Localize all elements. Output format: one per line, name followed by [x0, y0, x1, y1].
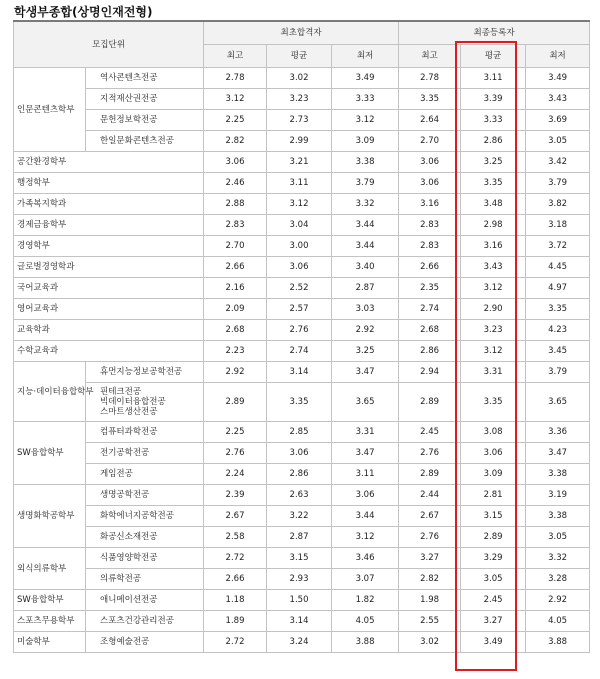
header-final-enrolled: 최종등록자 — [399, 21, 590, 45]
value-final-avg: 2.86 — [461, 131, 526, 152]
value-final-max: 2.67 — [399, 506, 461, 527]
value-final-avg: 3.48 — [461, 194, 526, 215]
value-first-max: 2.82 — [204, 131, 267, 152]
major-cell — [86, 590, 204, 611]
value-final-max: 2.55 — [399, 611, 461, 632]
major-name: 게임전공 — [100, 469, 133, 479]
value-final-min: 3.19 — [526, 485, 590, 506]
value-final-max: 2.70 — [399, 131, 461, 152]
value-final-max: 2.86 — [399, 341, 461, 362]
college-cell: 교육학과 — [14, 320, 204, 341]
major-name: 의류학전공 — [100, 574, 142, 584]
major-name: 컴퓨터과학전공 — [100, 427, 158, 437]
table-row — [14, 527, 590, 548]
value-first-max: 2.23 — [204, 341, 267, 362]
value-first-max: 2.25 — [204, 110, 267, 131]
table-body — [14, 68, 590, 653]
value-first-max: 2.78 — [204, 68, 267, 89]
college-cell: 외식의류학부 — [14, 548, 86, 590]
header-first-min: 최저 — [332, 45, 399, 68]
table-row — [14, 194, 590, 215]
major-name: 휴먼지능정보공학전공 — [100, 367, 183, 377]
value-first-avg: 2.52 — [267, 278, 332, 299]
value-first-max: 2.67 — [204, 506, 267, 527]
table-row — [14, 611, 590, 632]
major-cell — [86, 131, 204, 152]
major-cell — [86, 422, 204, 443]
header-unit: 모집단위 — [14, 21, 204, 68]
major-name: 조형예술전공 — [100, 637, 150, 647]
value-first-avg: 3.12 — [267, 194, 332, 215]
value-final-min: 4.23 — [526, 320, 590, 341]
value-first-max: 1.18 — [204, 590, 267, 611]
value-final-min: 3.35 — [526, 299, 590, 320]
value-final-max: 2.89 — [399, 383, 461, 422]
table-row — [14, 299, 590, 320]
value-first-avg: 2.76 — [267, 320, 332, 341]
value-final-min: 4.05 — [526, 611, 590, 632]
value-first-max: 1.89 — [204, 611, 267, 632]
header-first-avg: 평균 — [267, 45, 332, 68]
value-final-avg: 3.12 — [461, 278, 526, 299]
value-first-min: 3.03 — [332, 299, 399, 320]
table-row — [14, 443, 590, 464]
value-first-avg: 3.15 — [267, 548, 332, 569]
value-first-avg: 2.63 — [267, 485, 332, 506]
value-final-max: 2.83 — [399, 215, 461, 236]
admission-grade-table — [13, 20, 590, 653]
value-first-avg: 3.24 — [267, 632, 332, 653]
value-final-min: 3.79 — [526, 362, 590, 383]
value-final-min: 4.97 — [526, 278, 590, 299]
college-cell: 국어교육과 — [14, 278, 204, 299]
value-final-min: 3.82 — [526, 194, 590, 215]
value-final-min: 3.69 — [526, 110, 590, 131]
college-cell: 경제금융학부 — [14, 215, 204, 236]
value-first-max: 2.70 — [204, 236, 267, 257]
table-row — [14, 131, 590, 152]
value-first-min: 3.33 — [332, 89, 399, 110]
value-first-avg: 3.06 — [267, 443, 332, 464]
table-row — [14, 278, 590, 299]
value-final-avg: 2.89 — [461, 527, 526, 548]
value-final-avg: 3.12 — [461, 341, 526, 362]
value-final-min: 4.45 — [526, 257, 590, 278]
value-final-avg: 3.16 — [461, 236, 526, 257]
value-first-max: 2.72 — [204, 632, 267, 653]
value-first-min: 3.44 — [332, 236, 399, 257]
value-final-max: 2.66 — [399, 257, 461, 278]
value-first-max: 3.12 — [204, 89, 267, 110]
major-name: 식품영양학전공 — [100, 553, 158, 563]
table-row — [14, 383, 590, 422]
value-final-min: 3.79 — [526, 173, 590, 194]
value-final-avg: 2.98 — [461, 215, 526, 236]
value-first-max: 2.72 — [204, 548, 267, 569]
value-first-avg: 2.57 — [267, 299, 332, 320]
value-first-min: 3.46 — [332, 548, 399, 569]
value-first-max: 2.09 — [204, 299, 267, 320]
college-cell: 영어교육과 — [14, 299, 204, 320]
value-final-avg: 3.05 — [461, 569, 526, 590]
value-first-min: 3.11 — [332, 464, 399, 485]
value-final-max: 1.98 — [399, 590, 461, 611]
value-final-max: 2.74 — [399, 299, 461, 320]
table-row — [14, 362, 590, 383]
value-final-min: 3.32 — [526, 548, 590, 569]
value-first-max: 2.92 — [204, 362, 267, 383]
major-cell — [86, 110, 204, 131]
value-first-avg: 3.21 — [267, 152, 332, 173]
value-first-avg: 3.11 — [267, 173, 332, 194]
table-row — [14, 320, 590, 341]
major-cell — [86, 485, 204, 506]
major-name: 스마트생산전공 — [100, 407, 158, 417]
value-final-min: 3.05 — [526, 527, 590, 548]
value-final-min: 3.38 — [526, 506, 590, 527]
value-final-max: 3.35 — [399, 89, 461, 110]
college-cell: 미술학부 — [14, 632, 86, 653]
value-final-min: 3.65 — [526, 383, 590, 422]
value-final-max: 3.06 — [399, 173, 461, 194]
value-final-avg: 3.27 — [461, 611, 526, 632]
value-first-min: 3.07 — [332, 569, 399, 590]
value-final-min: 3.72 — [526, 236, 590, 257]
value-first-min: 3.40 — [332, 257, 399, 278]
value-first-max: 2.46 — [204, 173, 267, 194]
major-cell — [86, 506, 204, 527]
value-first-max: 2.68 — [204, 320, 267, 341]
value-final-avg: 2.90 — [461, 299, 526, 320]
major-name: 한일문화콘텐츠전공 — [100, 136, 174, 146]
value-first-avg: 2.87 — [267, 527, 332, 548]
table-row — [14, 506, 590, 527]
major-name: 빅데이터융합전공 — [100, 397, 166, 407]
value-final-max: 3.02 — [399, 632, 461, 653]
value-first-min: 3.49 — [332, 68, 399, 89]
major-cell — [86, 527, 204, 548]
major-cell — [86, 611, 204, 632]
value-first-avg: 3.02 — [267, 68, 332, 89]
value-final-min: 3.05 — [526, 131, 590, 152]
value-final-avg: 2.81 — [461, 485, 526, 506]
major-name: 지적재산권전공 — [100, 94, 158, 104]
value-final-min: 3.18 — [526, 215, 590, 236]
value-first-min: 3.44 — [332, 506, 399, 527]
value-final-max: 2.83 — [399, 236, 461, 257]
major-name: 전기공학전공 — [100, 448, 150, 458]
value-first-max: 2.16 — [204, 278, 267, 299]
value-first-max: 2.66 — [204, 257, 267, 278]
value-first-min: 3.31 — [332, 422, 399, 443]
major-cell — [86, 464, 204, 485]
value-first-avg: 2.73 — [267, 110, 332, 131]
value-final-max: 2.78 — [399, 68, 461, 89]
table-row — [14, 548, 590, 569]
value-final-max: 2.94 — [399, 362, 461, 383]
value-final-min: 3.36 — [526, 422, 590, 443]
value-final-avg: 3.39 — [461, 89, 526, 110]
header-final-min: 최저 — [526, 45, 590, 68]
page-title: 학생부종합(상명인재전형) — [14, 5, 153, 19]
value-first-avg: 3.35 — [267, 383, 332, 422]
table-row — [14, 464, 590, 485]
value-final-max: 2.45 — [399, 422, 461, 443]
value-final-max: 2.76 — [399, 527, 461, 548]
value-first-min: 3.32 — [332, 194, 399, 215]
value-final-max: 3.06 — [399, 152, 461, 173]
value-first-min: 3.47 — [332, 443, 399, 464]
value-first-min: 2.92 — [332, 320, 399, 341]
table-row — [14, 341, 590, 362]
value-final-avg: 3.31 — [461, 362, 526, 383]
value-final-avg: 3.29 — [461, 548, 526, 569]
value-first-avg: 3.23 — [267, 89, 332, 110]
value-first-min: 3.06 — [332, 485, 399, 506]
value-final-avg: 3.33 — [461, 110, 526, 131]
college-cell: 행정학부 — [14, 173, 204, 194]
major-name: 역사콘텐츠전공 — [100, 73, 158, 83]
header-first-admitted: 최초합격자 — [204, 21, 399, 45]
value-final-avg: 3.06 — [461, 443, 526, 464]
college-cell: 지능·데이터융합학부 — [14, 362, 86, 422]
value-first-max: 2.39 — [204, 485, 267, 506]
table-row — [14, 152, 590, 173]
value-first-avg: 2.93 — [267, 569, 332, 590]
college-cell: 글로벌경영학과 — [14, 257, 204, 278]
value-first-avg: 3.00 — [267, 236, 332, 257]
value-first-min: 3.09 — [332, 131, 399, 152]
major-cell — [86, 383, 204, 422]
value-first-min: 1.82 — [332, 590, 399, 611]
value-final-max: 2.82 — [399, 569, 461, 590]
value-first-avg: 2.86 — [267, 464, 332, 485]
value-final-max: 3.16 — [399, 194, 461, 215]
table-row — [14, 422, 590, 443]
value-final-min: 2.92 — [526, 590, 590, 611]
major-cell — [86, 548, 204, 569]
value-first-max: 2.58 — [204, 527, 267, 548]
college-cell: 가족복지학과 — [14, 194, 204, 215]
table-row — [14, 590, 590, 611]
major-cell — [86, 443, 204, 464]
value-first-max: 2.25 — [204, 422, 267, 443]
value-first-min: 2.87 — [332, 278, 399, 299]
college-cell: 수학교육과 — [14, 341, 204, 362]
value-first-max: 2.88 — [204, 194, 267, 215]
value-final-avg: 3.43 — [461, 257, 526, 278]
header-first-max: 최고 — [204, 45, 267, 68]
value-first-avg: 3.14 — [267, 362, 332, 383]
table-row — [14, 89, 590, 110]
major-name: 문헌정보학전공 — [100, 115, 158, 125]
value-first-min: 4.05 — [332, 611, 399, 632]
table-row — [14, 236, 590, 257]
value-first-min: 3.65 — [332, 383, 399, 422]
value-final-avg: 3.49 — [461, 632, 526, 653]
major-name: 화공신소재전공 — [100, 532, 158, 542]
table-row — [14, 257, 590, 278]
value-final-max: 2.35 — [399, 278, 461, 299]
value-final-min: 3.49 — [526, 68, 590, 89]
value-final-max: 2.68 — [399, 320, 461, 341]
header-final-max: 최고 — [399, 45, 461, 68]
major-cell — [86, 362, 204, 383]
major-name: 애니메이션전공 — [100, 595, 158, 605]
value-first-max: 2.89 — [204, 383, 267, 422]
value-first-avg: 3.06 — [267, 257, 332, 278]
value-final-max: 2.64 — [399, 110, 461, 131]
value-first-max: 2.24 — [204, 464, 267, 485]
table-row — [14, 632, 590, 653]
table-row — [14, 215, 590, 236]
value-final-min: 3.42 — [526, 152, 590, 173]
major-cell — [86, 68, 204, 89]
value-final-min: 3.45 — [526, 341, 590, 362]
value-final-max: 2.89 — [399, 464, 461, 485]
value-first-avg: 2.99 — [267, 131, 332, 152]
value-final-avg: 3.25 — [461, 152, 526, 173]
value-final-avg: 3.15 — [461, 506, 526, 527]
value-first-max: 3.06 — [204, 152, 267, 173]
value-final-avg: 3.35 — [461, 173, 526, 194]
major-cell — [86, 569, 204, 590]
table-row — [14, 485, 590, 506]
value-final-min: 3.38 — [526, 464, 590, 485]
college-cell: 공간환경학부 — [14, 152, 204, 173]
value-final-avg: 2.45 — [461, 590, 526, 611]
value-first-avg: 2.74 — [267, 341, 332, 362]
major-name: 생명공학전공 — [100, 490, 150, 500]
college-cell: 스포츠무용학부 — [14, 611, 86, 632]
table-row — [14, 569, 590, 590]
value-final-avg: 3.35 — [461, 383, 526, 422]
value-final-avg: 3.23 — [461, 320, 526, 341]
major-name: 핀테크전공 — [100, 387, 142, 397]
college-cell: 생명화학공학부 — [14, 485, 86, 548]
value-final-avg: 3.08 — [461, 422, 526, 443]
college-cell: 인문콘텐츠학부 — [14, 68, 86, 152]
value-first-avg: 3.22 — [267, 506, 332, 527]
major-cell — [86, 632, 204, 653]
value-first-min: 3.38 — [332, 152, 399, 173]
value-final-avg: 3.09 — [461, 464, 526, 485]
value-first-min: 3.25 — [332, 341, 399, 362]
value-first-min: 3.79 — [332, 173, 399, 194]
table-row — [14, 173, 590, 194]
value-first-max: 2.66 — [204, 569, 267, 590]
value-first-min: 3.47 — [332, 362, 399, 383]
value-final-min: 3.28 — [526, 569, 590, 590]
value-final-max: 2.44 — [399, 485, 461, 506]
value-first-avg: 1.50 — [267, 590, 332, 611]
value-first-avg: 3.04 — [267, 215, 332, 236]
college-cell: SW융합학부 — [14, 422, 86, 485]
value-final-avg: 3.11 — [461, 68, 526, 89]
table-row — [14, 110, 590, 131]
major-name: 화학에너지공학전공 — [100, 511, 174, 521]
value-first-min: 3.88 — [332, 632, 399, 653]
value-first-max: 2.76 — [204, 443, 267, 464]
major-name: 스포츠건강관리전공 — [100, 616, 174, 626]
college-cell: SW융합학부 — [14, 590, 86, 611]
value-first-min: 3.44 — [332, 215, 399, 236]
value-first-min: 3.12 — [332, 110, 399, 131]
table-row — [14, 68, 590, 89]
major-cell — [86, 89, 204, 110]
header-final-avg: 평균 — [461, 45, 526, 68]
value-first-min: 3.12 — [332, 527, 399, 548]
value-final-max: 3.27 — [399, 548, 461, 569]
value-final-min: 3.88 — [526, 632, 590, 653]
value-final-min: 3.43 — [526, 89, 590, 110]
college-cell: 경영학부 — [14, 236, 204, 257]
value-final-max: 2.76 — [399, 443, 461, 464]
value-first-avg: 3.14 — [267, 611, 332, 632]
value-final-min: 3.47 — [526, 443, 590, 464]
value-first-max: 2.83 — [204, 215, 267, 236]
value-first-avg: 2.85 — [267, 422, 332, 443]
